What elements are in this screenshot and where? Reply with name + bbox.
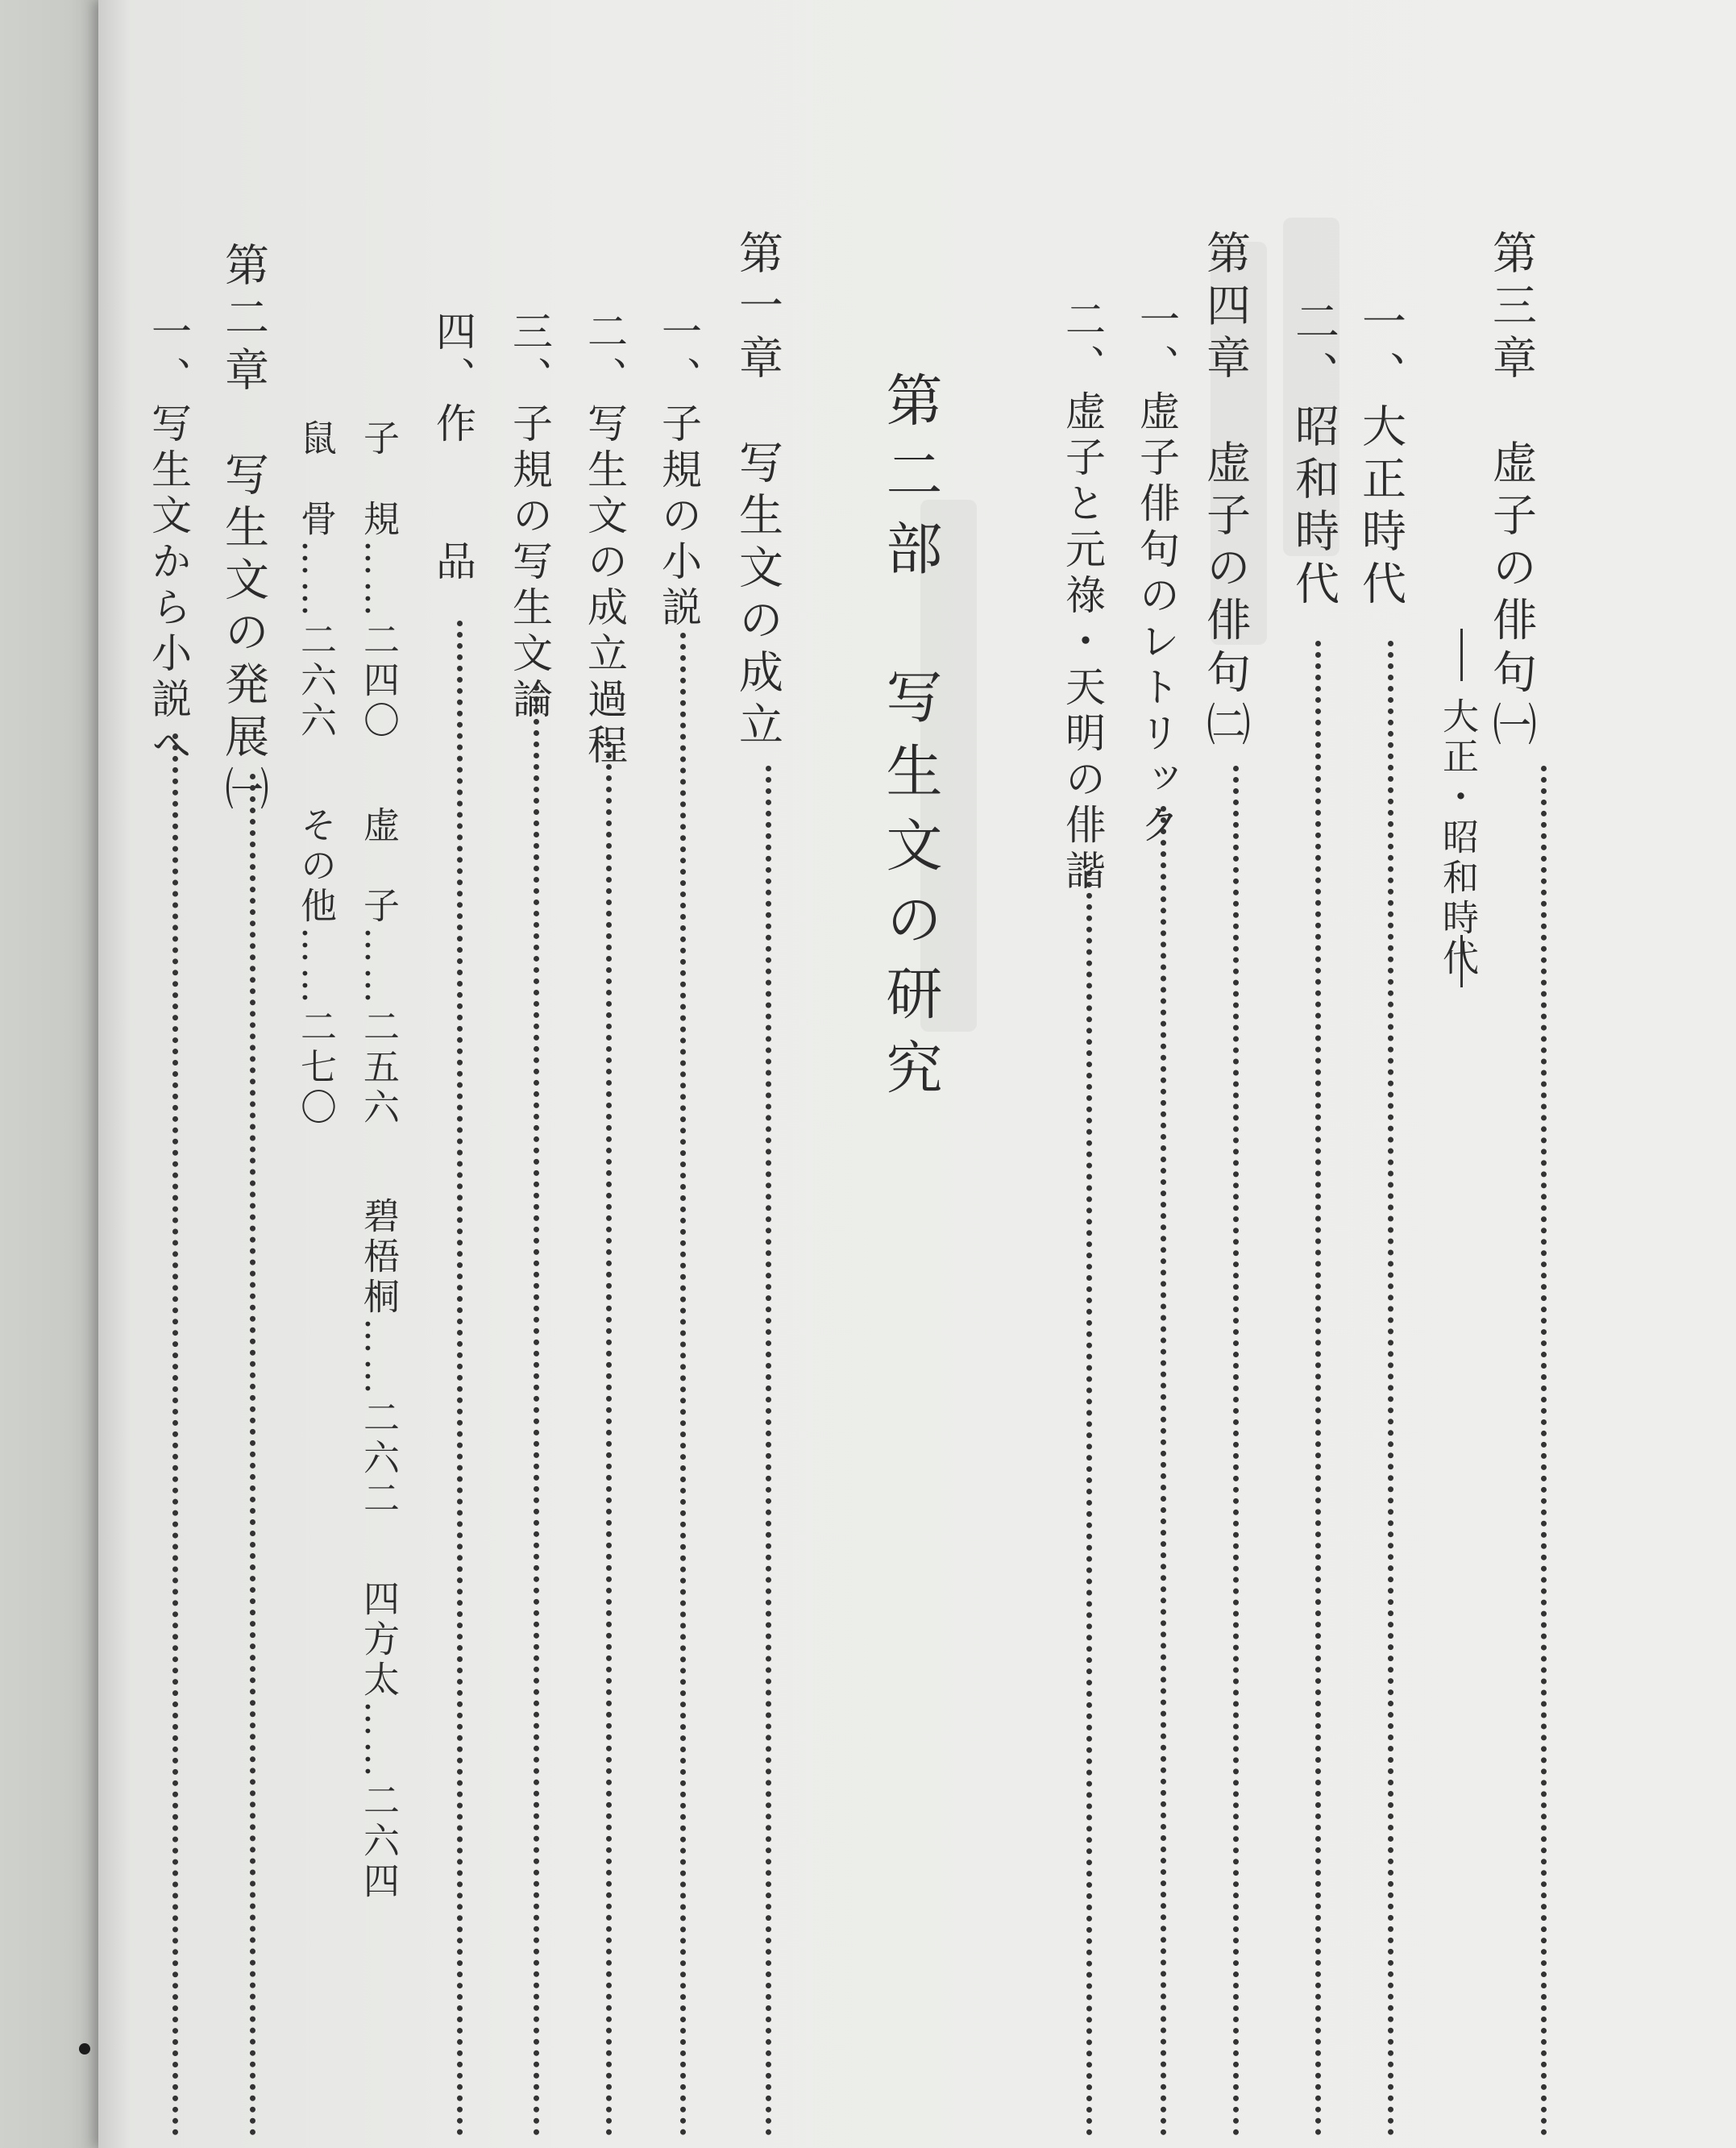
leader-dots [1086, 870, 1092, 2136]
leader-dots [457, 621, 463, 2136]
work-entry: その他……二七〇 [294, 806, 337, 1128]
toc-entry: 二、虚子と元祿・天明の俳諧 [1059, 298, 1106, 895]
leader-dots [766, 766, 771, 2136]
leader-dots [1388, 641, 1393, 2136]
toc-entry: 三、子規の写生文論 [506, 310, 553, 724]
leader-dots [1233, 766, 1239, 2136]
leader-dots [172, 733, 178, 2136]
work-entry: 虚 子……二五六 [357, 806, 400, 1128]
toc-entry: 二、昭和時代 [1288, 298, 1339, 613]
toc-entry: 一、子規の小説 [655, 310, 702, 632]
toc-page [98, 0, 1736, 2148]
leader-dots [606, 742, 612, 2136]
work-entry: 四方太……二六四 [357, 1580, 400, 1902]
work-entry: 碧梧桐……二六二 [357, 1197, 400, 1519]
leader-dots [1161, 806, 1166, 2136]
chapter-3-heading: 第三章 虚子の俳句㈠ [1485, 230, 1537, 754]
facing-page-edge [0, 0, 98, 2148]
part-title: 第二部 写生文の研究 [877, 371, 943, 1112]
leader-dots [1315, 641, 1321, 2136]
toc-entry: 一、写生文から小説へ [145, 310, 192, 770]
subtitle-dash-top [1460, 629, 1463, 681]
work-entry: 子 規……二四〇 [357, 419, 400, 742]
leader-dots [534, 685, 539, 2136]
chapter-3-subtitle: 大正・昭和時代 [1436, 697, 1479, 979]
part2-chapter-2-heading: 第二章 写生文の発展㈠ [218, 242, 269, 818]
toc-entry: 四、作 品 [430, 310, 476, 586]
ink-spot [79, 2043, 90, 2055]
chapter-4-heading: 第四章 虚子の俳句㈡ [1199, 230, 1251, 754]
work-entry: 鼠 骨……二六六 [294, 419, 337, 742]
leader-dots [1541, 766, 1547, 2136]
subtitle-dash-bottom [1460, 935, 1463, 987]
leader-dots [680, 633, 686, 2136]
toc-entry: 二、写生文の成立過程 [581, 310, 628, 770]
part2-chapter-1-heading: 第一章 写生文の成立 [732, 230, 783, 754]
toc-entry: 一、虚子俳句のレトリック [1133, 298, 1180, 850]
leader-dots [250, 774, 255, 2136]
toc-entry: 一、大正時代 [1355, 298, 1406, 613]
